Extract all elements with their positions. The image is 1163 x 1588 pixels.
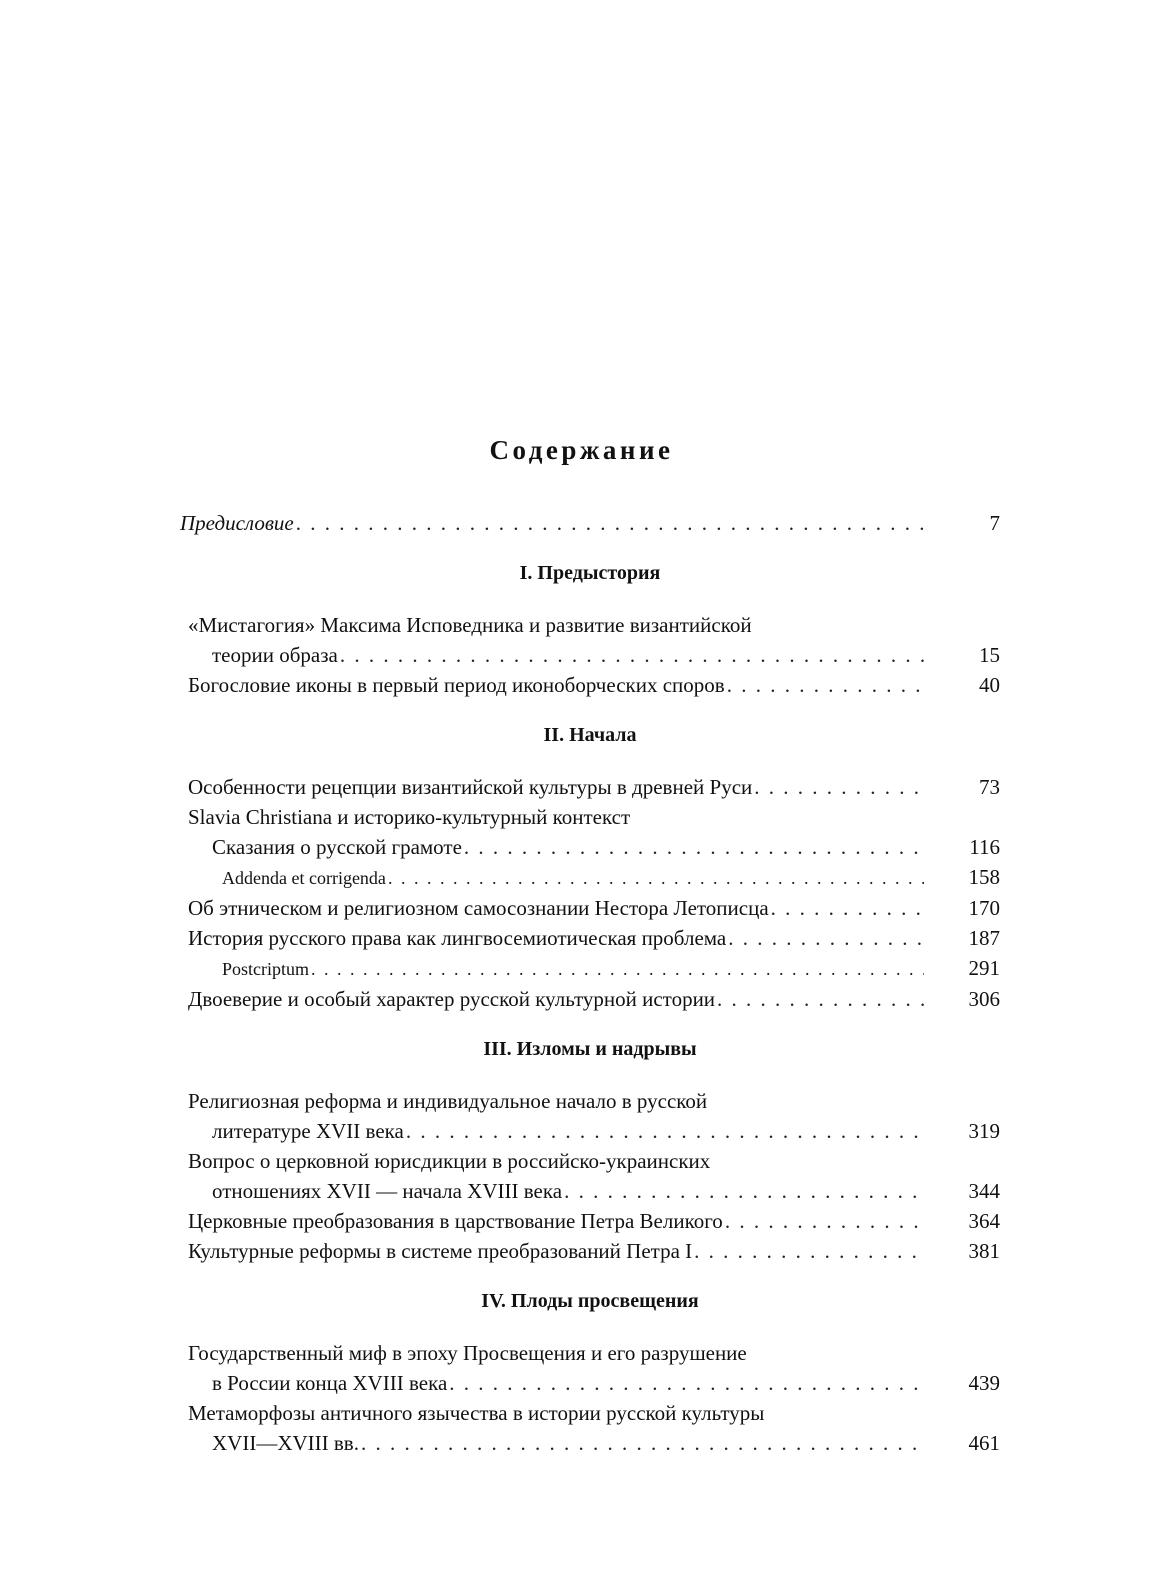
dot-leader [717,984,924,1014]
toc-entry [180,1338,1000,1398]
dot-leader [340,640,924,670]
toc-entry [180,984,1000,1014]
page-number: 291 [968,956,1000,980]
toc-entry [180,862,1000,893]
toc-entry [180,1206,1000,1236]
page-number: 344 [968,1179,1000,1203]
dot-leader [725,1206,924,1236]
page-number: 319 [968,1119,1000,1143]
entry-title: отношениях XVII — начала XVIII века [212,1179,563,1203]
toc-entry [180,1236,1000,1266]
page-number: 73 [979,775,1000,799]
toc-entry [180,953,1000,984]
toc-entry [180,1146,1000,1206]
dot-leader [694,1236,924,1266]
entry-title: Предисловие [180,511,294,535]
entry-title: литературе XVII века [212,1119,404,1143]
entry-title: Slavia Christiana и историко-культурный контекст [188,805,631,829]
toc-entry [180,923,1000,953]
toc-entry [180,610,1000,670]
page-number: 170 [968,896,1000,920]
entry-title: Богословие иконы в первый период иконоборческих споров [188,673,725,697]
entry-title: История русского права как лингвосемиотическая проблема [188,926,727,950]
entry-title: в России конца XVIII века [212,1371,448,1395]
toc-entry [180,772,1000,802]
section-heading: I. Предыстория [519,562,661,584]
page-number: 461 [968,1431,1000,1455]
toc-entry [180,802,1000,862]
dot-leader [449,1368,924,1398]
entry-title: Двоеверие и особый характер русской культурной истории [188,987,716,1011]
page-number: 306 [968,987,1000,1011]
toc-entry [180,1398,1000,1458]
dot-leader [388,863,924,893]
page-number: 381 [968,1239,1000,1263]
page-number: 439 [968,1371,1000,1395]
entry-title: Об этническом и религиозном самосознании Нестора Летописца [188,896,769,920]
dot-leader [464,832,924,862]
entry-title: Вопрос о церковной юрисдикции в российско-украинских [188,1149,711,1173]
entry-title: Государственный миф в эпоху Просвещения и его разрушение [188,1341,747,1365]
entry-title: Postcriptum [222,959,310,979]
toc-sections [180,558,1000,1458]
section-heading: IV. Плоды просвещения [481,1290,699,1312]
page-number: 7 [989,511,1000,535]
toc-entry [180,1086,1000,1146]
entry-title: Особенности рецепции византийской культуры в древней Руси [188,775,753,799]
dot-leader [311,954,924,984]
page-number: 116 [969,835,1000,859]
dot-leader [771,893,924,923]
dot-leader [296,508,924,538]
toc-entry [180,670,1000,700]
entry-title: Церковные преобразования в царствование Петра Великого [188,1209,723,1233]
dot-leader [754,772,924,802]
dot-leader [728,923,924,953]
entry-title: Метаморфозы античного язычества в истории русской культуры [188,1401,765,1425]
toc-entry [180,893,1000,923]
page-number: 187 [968,926,1000,950]
entry-title: Культурные реформы в системе преобразований Петра I [188,1239,693,1263]
dot-leader [406,1116,924,1146]
page-number: 158 [968,865,1000,889]
entry-title: «Мистагогия» Максима Исповедника и развитие византийской [188,613,752,637]
entry-title: Религиозная реформа и индивидуальное начало в русской [188,1089,708,1113]
page-number: 40 [979,673,1000,697]
page-number: 15 [979,643,1000,667]
dot-leader [727,670,924,700]
page-title: Содержание [489,435,674,465]
section-heading: III. Изломы и надрывы [483,1038,697,1060]
toc-entry-preface [180,508,1000,538]
section-heading: II. Начала [543,724,637,746]
entry-title: Addenda et corrigenda [222,868,386,888]
entry-title: XVII—XVIII вв. [212,1431,359,1455]
entry-title: Сказания о русской грамоте [212,835,462,859]
page-number: 364 [968,1209,1000,1233]
table-of-contents [180,508,1000,1458]
entry-title: теории образа [212,643,338,667]
dot-leader [361,1428,924,1458]
dot-leader [564,1176,924,1206]
